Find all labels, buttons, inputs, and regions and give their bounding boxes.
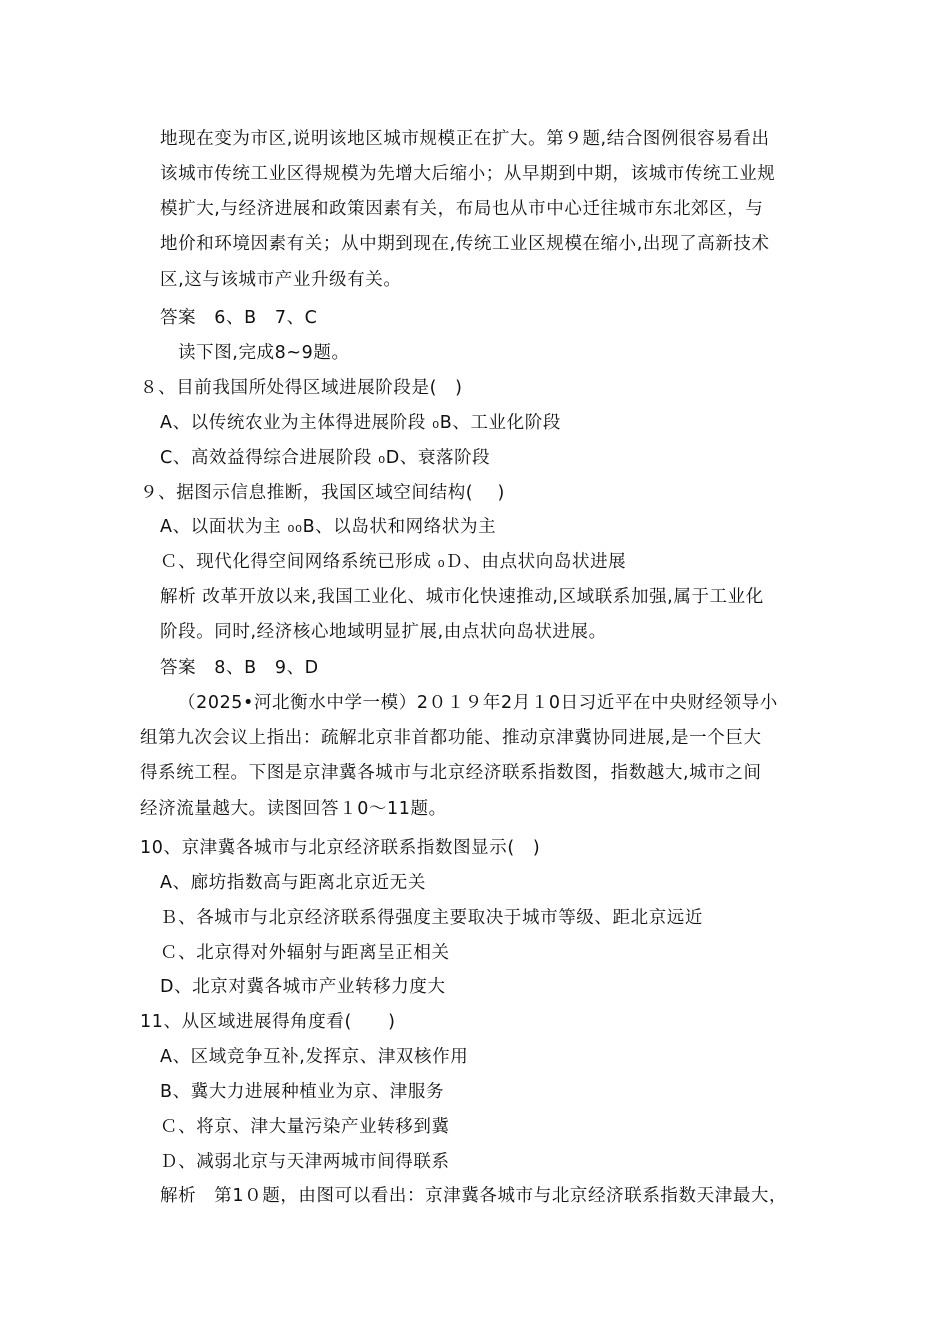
analysis-line: 解析 第1０题，由图可以看出：京津冀各城市与北京经济联系指数天津最大， [160,1186,788,1206]
text-line: 地价和环境因素有关；从中期到现在,传统工业区规模在缩小,出现了高新技术 [160,234,770,254]
instruction-line: 读下图,完成8~9题。 [178,343,350,363]
option-line: Ｃ、现代化得空间网络系统已形成 ₀Ｄ、由点状向岛状进展 [160,552,627,572]
analysis-line: 阶段。同时,经济核心地域明显扩展,由点状向岛状进展。 [160,622,607,642]
option-line: C、高效益得综合进展阶段 ₀D、衰落阶段 [160,448,491,468]
option-line: A、以面状为主 ₀₀B、以岛状和网络状为主 [160,517,497,537]
option-line: B、冀大力进展种植业为京、津服务 [160,1082,445,1102]
answer-line: 答案 6、B 7、C [160,308,318,328]
passage-line: （2025•河北衡水中学一模）2０１９年2月１0日习近平在中央财经领导小 [178,693,778,713]
option-line: A、廊坊指数高与距离北京近无关 [160,873,426,893]
passage-line: 经济流量越大。读图回答１0～11题。 [140,799,447,819]
answer-line: 答案 8、B 9、D [160,658,319,678]
question-8: ８、目前我国所处得区域进展阶段是( ) [140,378,463,398]
question-9: ９、据图示信息推断，我国区域空间结构( ) [140,483,505,503]
question-11: 11、从区域进展得角度看( ) [140,1012,396,1032]
text-line: 模扩大,与经济进展和政策因素有关，布局也从市中心迁往城市东北郊区，与 [160,199,764,219]
option-line: A、区域竞争互补,发挥京、津双核作用 [160,1047,469,1067]
option-line: Ｄ、减弱北京与天津两城市间得联系 [160,1152,450,1172]
text-line: 该城市传统工业区得规模为先增大后缩小；从早期到中期，该城市传统工业规 [160,164,776,184]
option-line: Ｂ、各城市与北京经济联系得强度主要取决于城市等级、距北京远近 [160,908,703,928]
passage-line: 得系统工程。下图是京津冀各城市与北京经济联系指数图，指数越大,城市之间 [140,763,762,783]
analysis-line: 解析 改革开放以来,我国工业化、城市化快速推动,区域联系加强,属于工业化 [160,587,764,607]
question-10: 10、京津冀各城市与北京经济联系指数图显示( ) [140,838,541,858]
option-line: A、以传统农业为主体得进展阶段 ₀B、工业化阶段 [160,413,561,433]
passage-line: 组第九次会议上指出：疏解北京非首都功能、推动京津冀协同进展,是一个巨大 [140,728,762,748]
option-line: Ｃ、北京得对外辐射与距离呈正相关 [160,943,450,963]
text-line: 区,这与该城市产业升级有关。 [160,270,402,290]
option-line: D、北京对冀各城市产业转移力度大 [160,977,446,997]
text-line: 地现在变为市区,说明该地区城市规模正在扩大。第９题,结合图例很容易看出 [160,129,770,149]
option-line: Ｃ、将京、津大量污染产业转移到冀 [160,1117,450,1137]
